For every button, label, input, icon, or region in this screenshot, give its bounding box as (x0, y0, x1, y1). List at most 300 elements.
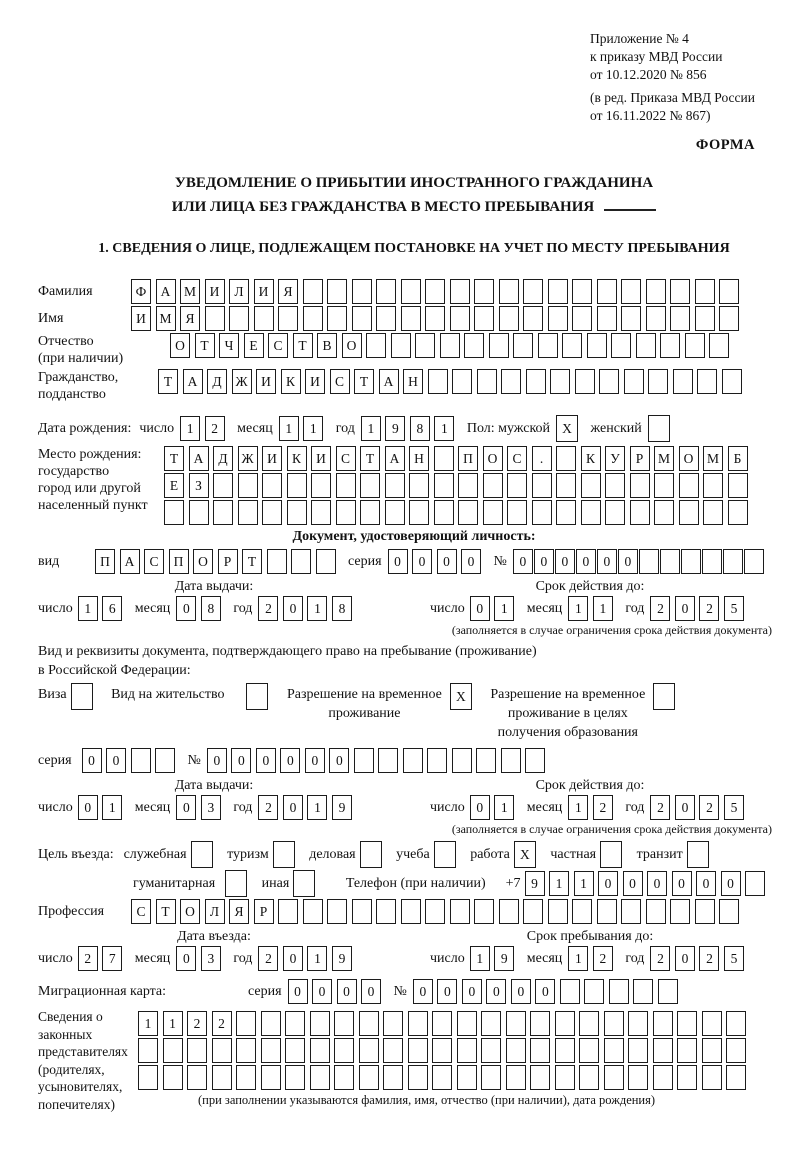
char-cell[interactable] (352, 306, 372, 331)
char-cell[interactable] (670, 899, 690, 924)
char-cell[interactable] (262, 473, 282, 498)
char-cell[interactable] (562, 333, 582, 358)
char-cell[interactable]: О (679, 446, 699, 471)
char-cell[interactable]: 0 (597, 549, 617, 574)
char-cell[interactable] (579, 1038, 599, 1063)
char-cell[interactable] (428, 369, 448, 394)
char-cell[interactable]: 2 (78, 946, 98, 971)
char-cell[interactable] (287, 473, 307, 498)
char-cell[interactable]: 1 (568, 596, 588, 621)
char-cell[interactable] (385, 473, 405, 498)
char-cell[interactable]: 3 (201, 795, 221, 820)
char-cell[interactable]: 8 (410, 416, 430, 441)
char-cell[interactable]: Ж (232, 369, 252, 394)
residence-issue-day-cells[interactable] (78, 795, 127, 820)
char-cell[interactable]: 1 (568, 795, 588, 820)
char-cell[interactable]: Н (409, 446, 429, 471)
char-cell[interactable]: 1 (102, 795, 122, 820)
char-cell[interactable] (458, 500, 478, 525)
char-cell[interactable] (581, 473, 601, 498)
char-cell[interactable]: 0 (598, 871, 618, 896)
migration-series-cells[interactable] (288, 979, 386, 1004)
char-cell[interactable] (474, 306, 494, 331)
char-cell[interactable]: 0 (329, 748, 349, 773)
char-cell[interactable] (507, 500, 527, 525)
char-cell[interactable] (555, 1011, 575, 1036)
identity-valid-month-cells[interactable] (568, 596, 617, 621)
char-cell[interactable] (648, 415, 670, 442)
char-cell[interactable] (225, 870, 247, 897)
char-cell[interactable] (187, 1065, 207, 1090)
char-cell[interactable] (432, 1038, 452, 1063)
char-cell[interactable]: 0 (283, 596, 303, 621)
char-cell[interactable]: 3 (201, 946, 221, 971)
char-cell[interactable]: С (268, 333, 288, 358)
char-cell[interactable] (434, 446, 454, 471)
char-cell[interactable]: Л (205, 899, 225, 924)
char-cell[interactable] (408, 1011, 428, 1036)
char-cell[interactable] (336, 473, 356, 498)
char-cell[interactable] (163, 1065, 183, 1090)
char-cell[interactable] (189, 500, 209, 525)
char-cell[interactable] (164, 500, 184, 525)
char-cell[interactable] (285, 1065, 305, 1090)
char-cell[interactable] (316, 549, 336, 574)
char-cell[interactable] (477, 369, 497, 394)
char-cell[interactable]: И (205, 279, 225, 304)
char-cell[interactable] (530, 1011, 550, 1036)
char-cell[interactable] (579, 1065, 599, 1090)
birthplace-row3-cells[interactable] (164, 500, 752, 525)
char-cell[interactable]: Т (156, 899, 176, 924)
char-cell[interactable] (673, 369, 693, 394)
char-cell[interactable] (584, 979, 604, 1004)
char-cell[interactable]: 5 (724, 795, 744, 820)
char-cell[interactable]: Ж (238, 446, 258, 471)
char-cell[interactable] (719, 899, 739, 924)
char-cell[interactable] (236, 1038, 256, 1063)
temp-permit-edu-checkbox[interactable] (653, 683, 680, 710)
char-cell[interactable] (267, 549, 287, 574)
char-cell[interactable] (660, 333, 680, 358)
char-cell[interactable]: 0 (672, 871, 692, 896)
char-cell[interactable] (670, 306, 690, 331)
char-cell[interactable] (457, 1065, 477, 1090)
char-cell[interactable] (709, 333, 729, 358)
char-cell[interactable] (212, 1065, 232, 1090)
char-cell[interactable] (213, 500, 233, 525)
char-cell[interactable] (457, 1011, 477, 1036)
char-cell[interactable]: У (605, 446, 625, 471)
char-cell[interactable] (138, 1038, 158, 1063)
char-cell[interactable]: 1 (361, 416, 381, 441)
char-cell[interactable] (352, 279, 372, 304)
char-cell[interactable] (376, 306, 396, 331)
char-cell[interactable] (163, 1038, 183, 1063)
char-cell[interactable] (403, 748, 423, 773)
char-cell[interactable] (609, 979, 629, 1004)
char-cell[interactable] (432, 1065, 452, 1090)
temp-permit-checkbox[interactable] (450, 683, 477, 710)
char-cell[interactable]: Ч (219, 333, 239, 358)
char-cell[interactable] (745, 871, 765, 896)
char-cell[interactable] (556, 500, 576, 525)
char-cell[interactable]: 1 (303, 416, 323, 441)
char-cell[interactable]: 0 (106, 748, 126, 773)
char-cell[interactable]: З (189, 473, 209, 498)
char-cell[interactable] (660, 549, 680, 574)
birth-day-cells[interactable] (180, 416, 229, 441)
char-cell[interactable] (506, 1011, 526, 1036)
char-cell[interactable] (630, 500, 650, 525)
identity-issue-year-cells[interactable] (258, 596, 356, 621)
char-cell[interactable]: 7 (102, 946, 122, 971)
char-cell[interactable]: И (305, 369, 325, 394)
char-cell[interactable]: 0 (675, 596, 695, 621)
char-cell[interactable] (572, 279, 592, 304)
char-cell[interactable] (310, 1065, 330, 1090)
char-cell[interactable]: 0 (312, 979, 332, 1004)
char-cell[interactable]: 1 (78, 596, 98, 621)
purpose-transit-checkbox[interactable] (687, 841, 714, 868)
char-cell[interactable] (261, 1065, 281, 1090)
entry-day-cells[interactable] (78, 946, 127, 971)
char-cell[interactable] (560, 979, 580, 1004)
char-cell[interactable] (621, 306, 641, 331)
char-cell[interactable]: 0 (176, 795, 196, 820)
residence-issue-month-cells[interactable] (176, 795, 225, 820)
char-cell[interactable]: Ф (131, 279, 151, 304)
char-cell[interactable] (548, 306, 568, 331)
char-cell[interactable] (702, 1011, 722, 1036)
char-cell[interactable]: 0 (461, 549, 481, 574)
char-cell[interactable] (458, 473, 478, 498)
char-cell[interactable] (334, 1065, 354, 1090)
migration-number-cells[interactable] (413, 979, 683, 1004)
char-cell[interactable]: М (703, 446, 723, 471)
char-cell[interactable] (310, 1038, 330, 1063)
entry-month-cells[interactable] (176, 946, 225, 971)
char-cell[interactable] (538, 333, 558, 358)
char-cell[interactable] (499, 306, 519, 331)
char-cell[interactable] (360, 841, 382, 868)
residence-valid-day-cells[interactable] (470, 795, 519, 820)
char-cell[interactable]: А (120, 549, 140, 574)
char-cell[interactable] (646, 279, 666, 304)
char-cell[interactable]: 0 (412, 549, 432, 574)
char-cell[interactable]: С (507, 446, 527, 471)
char-cell[interactable] (352, 899, 372, 924)
surname-cells[interactable] (131, 279, 744, 304)
char-cell[interactable]: 0 (78, 795, 98, 820)
char-cell[interactable]: А (379, 369, 399, 394)
char-cell[interactable]: 1 (574, 871, 594, 896)
char-cell[interactable]: 0 (470, 596, 490, 621)
char-cell[interactable]: М (654, 446, 674, 471)
char-cell[interactable] (526, 369, 546, 394)
char-cell[interactable] (409, 500, 429, 525)
char-cell[interactable]: 2 (699, 596, 719, 621)
char-cell[interactable] (621, 279, 641, 304)
char-cell[interactable]: X (450, 683, 472, 710)
char-cell[interactable]: 9 (525, 871, 545, 896)
char-cell[interactable] (303, 306, 323, 331)
char-cell[interactable] (695, 899, 715, 924)
char-cell[interactable]: 1 (163, 1011, 183, 1036)
char-cell[interactable]: 0 (696, 871, 716, 896)
char-cell[interactable]: А (189, 446, 209, 471)
char-cell[interactable]: 0 (305, 748, 325, 773)
char-cell[interactable]: 1 (494, 795, 514, 820)
char-cell[interactable] (155, 748, 175, 773)
sex-female-checkbox[interactable] (648, 415, 675, 442)
birthplace-row2-cells[interactable] (164, 473, 752, 498)
char-cell[interactable] (434, 500, 454, 525)
char-cell[interactable] (427, 748, 447, 773)
char-cell[interactable] (703, 473, 723, 498)
char-cell[interactable] (681, 549, 701, 574)
char-cell[interactable] (555, 1065, 575, 1090)
char-cell[interactable] (744, 549, 764, 574)
char-cell[interactable] (138, 1065, 158, 1090)
char-cell[interactable] (415, 333, 435, 358)
char-cell[interactable] (499, 899, 519, 924)
char-cell[interactable] (630, 473, 650, 498)
char-cell[interactable] (425, 306, 445, 331)
char-cell[interactable] (604, 1011, 624, 1036)
char-cell[interactable] (501, 369, 521, 394)
char-cell[interactable]: 0 (437, 979, 457, 1004)
identity-valid-year-cells[interactable] (650, 596, 748, 621)
identity-type-cells[interactable] (95, 549, 340, 574)
char-cell[interactable] (555, 1038, 575, 1063)
char-cell[interactable] (483, 500, 503, 525)
char-cell[interactable] (334, 1038, 354, 1063)
identity-series-cells[interactable] (388, 549, 486, 574)
char-cell[interactable] (278, 306, 298, 331)
char-cell[interactable] (653, 1065, 673, 1090)
char-cell[interactable] (327, 306, 347, 331)
residence-issue-year-cells[interactable] (258, 795, 356, 820)
stay-year-cells[interactable] (650, 946, 748, 971)
residence-permit-checkbox[interactable] (246, 683, 273, 710)
purpose-study-checkbox[interactable] (434, 841, 461, 868)
char-cell[interactable] (599, 369, 619, 394)
char-cell[interactable] (474, 279, 494, 304)
char-cell[interactable]: П (458, 446, 478, 471)
char-cell[interactable] (359, 1011, 379, 1036)
char-cell[interactable] (621, 899, 641, 924)
char-cell[interactable]: 0 (486, 979, 506, 1004)
char-cell[interactable] (481, 1038, 501, 1063)
char-cell[interactable]: М (180, 279, 200, 304)
char-cell[interactable] (310, 1011, 330, 1036)
char-cell[interactable]: X (514, 841, 536, 868)
char-cell[interactable] (425, 899, 445, 924)
residence-number-cells[interactable] (207, 748, 550, 773)
char-cell[interactable]: 0 (513, 549, 533, 574)
char-cell[interactable] (556, 473, 576, 498)
char-cell[interactable]: 0 (623, 871, 643, 896)
purpose-private-checkbox[interactable] (600, 841, 627, 868)
char-cell[interactable] (440, 333, 460, 358)
char-cell[interactable] (434, 473, 454, 498)
char-cell[interactable] (658, 979, 678, 1004)
char-cell[interactable] (236, 1065, 256, 1090)
char-cell[interactable]: А (385, 446, 405, 471)
char-cell[interactable]: 0 (535, 979, 555, 1004)
char-cell[interactable] (695, 279, 715, 304)
char-cell[interactable] (677, 1011, 697, 1036)
char-cell[interactable]: Я (229, 899, 249, 924)
char-cell[interactable]: О (483, 446, 503, 471)
char-cell[interactable]: 0 (283, 795, 303, 820)
char-cell[interactable]: 0 (534, 549, 554, 574)
char-cell[interactable]: О (342, 333, 362, 358)
char-cell[interactable]: П (95, 549, 115, 574)
char-cell[interactable] (261, 1011, 281, 1036)
char-cell[interactable] (359, 1065, 379, 1090)
char-cell[interactable] (628, 1011, 648, 1036)
char-cell[interactable] (648, 369, 668, 394)
char-cell[interactable] (605, 500, 625, 525)
char-cell[interactable]: 0 (647, 871, 667, 896)
visa-checkbox[interactable] (71, 683, 98, 710)
char-cell[interactable]: Д (213, 446, 233, 471)
char-cell[interactable] (213, 473, 233, 498)
char-cell[interactable] (385, 500, 405, 525)
char-cell[interactable]: 1 (307, 946, 327, 971)
char-cell[interactable] (401, 306, 421, 331)
char-cell[interactable]: . (532, 446, 552, 471)
char-cell[interactable] (457, 1038, 477, 1063)
char-cell[interactable] (452, 369, 472, 394)
char-cell[interactable]: 2 (593, 946, 613, 971)
char-cell[interactable]: К (581, 446, 601, 471)
char-cell[interactable] (604, 1065, 624, 1090)
char-cell[interactable] (408, 1065, 428, 1090)
char-cell[interactable] (236, 1011, 256, 1036)
char-cell[interactable]: 0 (675, 795, 695, 820)
char-cell[interactable]: 0 (207, 748, 227, 773)
char-cell[interactable] (71, 683, 93, 710)
char-cell[interactable] (131, 748, 151, 773)
char-cell[interactable]: 1 (279, 416, 299, 441)
char-cell[interactable]: 0 (675, 946, 695, 971)
char-cell[interactable]: С (336, 446, 356, 471)
char-cell[interactable] (191, 841, 213, 868)
representatives-row2-cells[interactable] (138, 1038, 751, 1063)
char-cell[interactable]: К (281, 369, 301, 394)
purpose-business-checkbox[interactable] (360, 841, 387, 868)
identity-valid-day-cells[interactable] (470, 596, 519, 621)
char-cell[interactable] (293, 870, 315, 897)
char-cell[interactable]: 2 (650, 946, 670, 971)
char-cell[interactable]: 0 (437, 549, 457, 574)
char-cell[interactable] (722, 369, 742, 394)
char-cell[interactable]: Т (354, 369, 374, 394)
char-cell[interactable]: Т (158, 369, 178, 394)
char-cell[interactable]: 2 (650, 795, 670, 820)
char-cell[interactable] (702, 1038, 722, 1063)
char-cell[interactable]: 2 (699, 795, 719, 820)
char-cell[interactable] (450, 306, 470, 331)
char-cell[interactable] (604, 1038, 624, 1063)
char-cell[interactable]: 2 (212, 1011, 232, 1036)
profession-cells[interactable] (131, 899, 744, 924)
birth-year-cells[interactable] (361, 416, 459, 441)
char-cell[interactable] (506, 1065, 526, 1090)
char-cell[interactable] (653, 683, 675, 710)
char-cell[interactable]: И (311, 446, 331, 471)
char-cell[interactable]: 0 (618, 549, 638, 574)
char-cell[interactable] (391, 333, 411, 358)
char-cell[interactable] (450, 279, 470, 304)
char-cell[interactable] (579, 1011, 599, 1036)
char-cell[interactable] (581, 500, 601, 525)
stay-month-cells[interactable] (568, 946, 617, 971)
char-cell[interactable]: С (131, 899, 151, 924)
char-cell[interactable]: А (183, 369, 203, 394)
char-cell[interactable] (360, 473, 380, 498)
char-cell[interactable] (401, 279, 421, 304)
char-cell[interactable]: Р (254, 899, 274, 924)
char-cell[interactable] (695, 306, 715, 331)
char-cell[interactable] (719, 306, 739, 331)
char-cell[interactable]: Я (278, 279, 298, 304)
char-cell[interactable] (360, 500, 380, 525)
char-cell[interactable] (501, 748, 521, 773)
char-cell[interactable] (597, 899, 617, 924)
stay-day-cells[interactable] (470, 946, 519, 971)
char-cell[interactable] (452, 748, 472, 773)
char-cell[interactable] (464, 333, 484, 358)
char-cell[interactable]: Р (218, 549, 238, 574)
char-cell[interactable] (532, 473, 552, 498)
representatives-row3-cells[interactable] (138, 1065, 751, 1090)
char-cell[interactable]: О (180, 899, 200, 924)
char-cell[interactable]: И (254, 279, 274, 304)
char-cell[interactable] (481, 1011, 501, 1036)
char-cell[interactable]: 0 (576, 549, 596, 574)
char-cell[interactable] (611, 333, 631, 358)
char-cell[interactable] (383, 1065, 403, 1090)
char-cell[interactable] (597, 279, 617, 304)
char-cell[interactable] (483, 473, 503, 498)
char-cell[interactable] (401, 899, 421, 924)
char-cell[interactable] (703, 500, 723, 525)
char-cell[interactable] (679, 473, 699, 498)
char-cell[interactable] (432, 1011, 452, 1036)
char-cell[interactable] (409, 473, 429, 498)
char-cell[interactable]: 1 (307, 795, 327, 820)
char-cell[interactable] (359, 1038, 379, 1063)
char-cell[interactable]: 1 (307, 596, 327, 621)
representatives-row1-cells[interactable] (138, 1011, 751, 1036)
char-cell[interactable] (628, 1038, 648, 1063)
char-cell[interactable] (605, 473, 625, 498)
char-cell[interactable]: Т (242, 549, 262, 574)
char-cell[interactable]: 0 (176, 946, 196, 971)
char-cell[interactable] (513, 333, 533, 358)
char-cell[interactable]: 0 (721, 871, 741, 896)
char-cell[interactable] (285, 1038, 305, 1063)
char-cell[interactable] (633, 979, 653, 1004)
char-cell[interactable]: 1 (138, 1011, 158, 1036)
char-cell[interactable] (212, 1038, 232, 1063)
char-cell[interactable]: Л (229, 279, 249, 304)
char-cell[interactable]: Т (293, 333, 313, 358)
